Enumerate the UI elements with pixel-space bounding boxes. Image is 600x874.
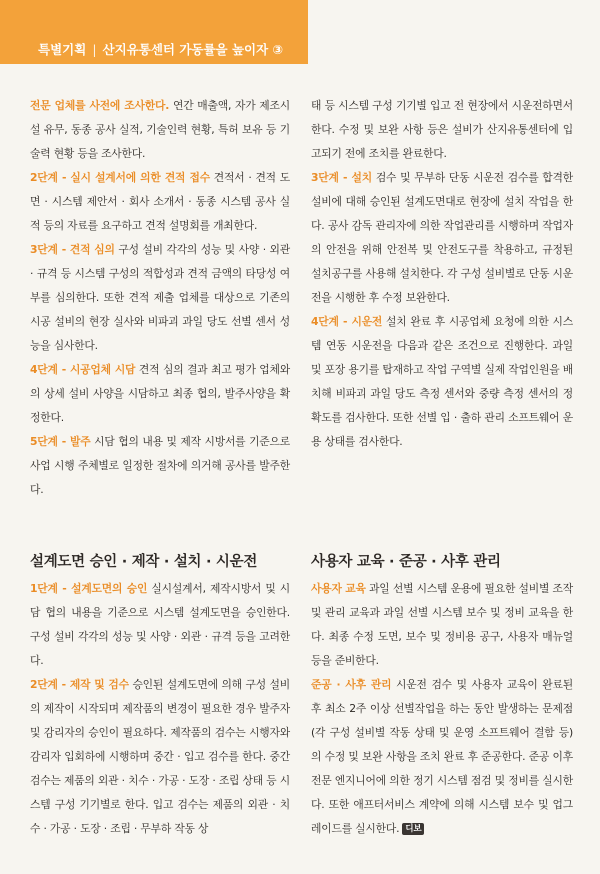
step-heading: 1단계 - 설계도면의 승인 — [30, 582, 148, 595]
step-heading: 3단계 - 견적 심의 — [30, 243, 115, 256]
paragraph — [311, 94, 573, 166]
step-heading: 4단계 - 시공업체 시담 — [30, 363, 136, 376]
paragraph-text: 시운전 검수 및 사용자 교육이 완료된 후 최소 2주 이상 선별작업을 하는 동안 발생하는 문제점(각 구성 설비별 작동 상태 및 운영 소프트웨어 결함 등)의 수정 및 보완 사항을 조치 완료 후 준공한다. 준공 이후 전문 엔지니어에 의한 정기 시스템 점검 및 정비를 실시한다. 또한 애프터서비스 계약에 의해 시스템 보수 및 업그레이드를 실시한다. — [311, 678, 573, 835]
section-title-approval: 설계도면 승인 · 제작 · 설치 · 시운전 — [30, 554, 258, 570]
paragraph-text: 태 등 시스템 구성 기기별 입고 전 현장에서 시운전하면서 한다. 수정 및 보완 사항 등은 설비가 산지유통센터에 입고되기 전에 조치를 완료한다. — [311, 99, 573, 160]
paragraph-text: 실시설계서, 제작시방서 및 시담 협의 내용을 기준으로 시스템 설계도면을 승인한다. 구성 설비 각각의 성능 및 사양 · 외관 · 규격 등을 고려한다. — [30, 582, 290, 667]
paragraph — [30, 673, 290, 841]
step-heading: 전문 업체를 사전에 조사한다. — [30, 99, 170, 112]
step-heading: 준공 · 사후 관리 — [311, 678, 392, 691]
left-column-bottom — [30, 577, 290, 841]
paragraph — [30, 166, 290, 238]
paragraph-text: 승인된 설계도면에 의해 구성 설비의 제작이 시작되며 제작품의 변경이 필요한 경우 발주자 및 감리자의 승인이 필요하다. 제작품의 검수는 시행자와 감리자 입회하에 시행하며 중간 · 입고 검수를 한다. 중간 검수는 제품의 외관 · 치수 · 가공 · 도장 · 조립 상태 등 시스템 구성 기기별로 한다. 입고 검수는 제품의 외관 · 치수 · 가공 · 도장 · 조립 · 무부하 작동 상 — [30, 678, 290, 835]
right-column-bottom — [311, 577, 573, 841]
left-column-top — [30, 94, 290, 502]
end-mark: 디보 — [402, 823, 424, 835]
header-label: 특별기획 — [38, 42, 87, 57]
paragraph — [311, 673, 573, 841]
paragraph — [30, 94, 290, 166]
header-title: 산지유통센터 가동률을 높이자 ③ — [102, 42, 284, 57]
paragraph-text: 견적 심의 결과 최고 평가 업체와의 상세 설비 사양을 시담하고 최종 협의, 발주사양을 확정한다. — [30, 363, 290, 424]
paragraph-text: 견적서 · 견적 도면 · 시스템 제안서 · 회사 소개서 · 동종 시스템 공사 실적 등의 자료를 요구하고 견적 설명회를 개최한다. — [30, 171, 290, 232]
step-heading: 5단계 - 발주 — [30, 435, 91, 448]
running-header — [38, 40, 283, 58]
step-heading: 2단계 - 실시 설계서에 의한 견적 접수 — [30, 171, 210, 184]
paragraph — [311, 310, 573, 454]
step-heading: 3단계 - 설치 — [311, 171, 372, 184]
paragraph — [30, 358, 290, 430]
paragraph — [30, 577, 290, 673]
paragraph-text: 연간 매출액, 자가 제조시설 유무, 동종 공사 실적, 기술인력 현황, 특허 보유 등 기술력 현황 등을 조사한다. — [30, 99, 290, 160]
header-separator: | — [92, 42, 97, 57]
paragraph-text: 설치 완료 후 시공업체 요청에 의한 시스템 연동 시운전을 다음과 같은 조건으로 진행한다. 과일 및 포장 용기를 탑재하고 작업 구역별 실제 작업인원을 배치해 비파괴 과일 당도 측정 센서와 중량 측정 센서의 정확도를 검사한다. 또한 선별 입 · 출하 관리 소프트웨어 운용 상태를 검사한다. — [311, 315, 573, 448]
paragraph — [30, 430, 290, 502]
paragraph-text: 과일 선별 시스템 운용에 필요한 설비별 조작 및 관리 교육과 과일 선별 시스템 보수 및 정비 교육을 한다. 최종 수정 도면, 보수 및 정비용 공구, 사용자 매뉴얼 등을 준비한다. — [311, 582, 573, 667]
step-heading: 사용자 교육 — [311, 582, 366, 595]
paragraph-text: 검수 및 무부하 단동 시운전 검수를 합격한 설비에 대해 승인된 설계도면대로 현장에 설치 작업을 한다. 공사 감독 관리자에 의한 작업관리를 시행하며 작업자의 안전을 위해 안전복 및 안전도구를 착용하고, 규정된 설치공구를 사용해 설치한다. 각 구성 설비별로 단동 시운전을 시행한 후 수정 보완한다. — [311, 171, 573, 304]
paragraph — [311, 577, 573, 673]
paragraph — [311, 166, 573, 310]
paragraph-text: 구성 설비 각각의 성능 및 사양 · 외관 · 규격 등 시스템 구성의 적합성과 견적 금액의 타당성 여부를 심의한다. 또한 견적 제출 업체를 대상으로 기존의 시공 설비의 현장 실사와 비파괴 과일 당도 선별 센서 성능을 심사한다. — [30, 243, 290, 352]
right-column-top — [311, 94, 573, 454]
section-title-education: 사용자 교육 · 준공 · 사후 관리 — [311, 554, 501, 570]
paragraph-text: 시담 협의 내용 및 제작 시방서를 기준으로 사업 시행 주체별로 일정한 절차에 의거해 공사를 발주한다. — [30, 435, 290, 496]
step-heading: 2단계 - 제작 및 검수 — [30, 678, 129, 691]
paragraph — [30, 238, 290, 358]
step-heading: 4단계 - 시운전 — [311, 315, 383, 328]
